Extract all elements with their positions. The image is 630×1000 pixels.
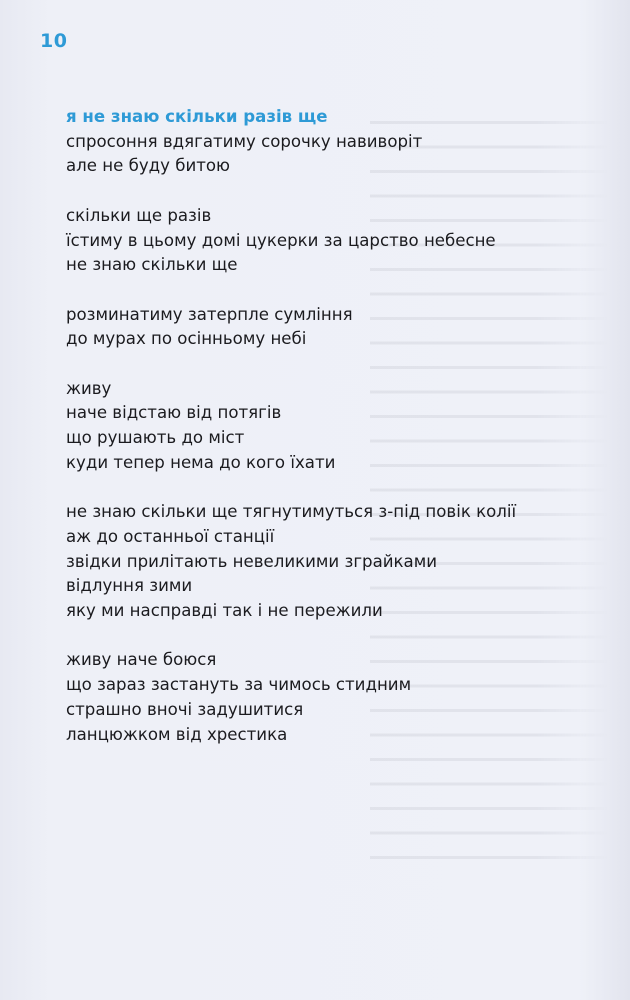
poem-line: наче відстаю від потягів [66, 403, 282, 423]
poem-line: живу [66, 378, 112, 398]
poem-line: до мурах по осінньому небі [66, 329, 307, 349]
poem [66, 105, 606, 772]
poem-line: живу наче боюся [66, 650, 217, 670]
poem-line: що рушають до міст [66, 428, 245, 448]
poem-line: куди тепер нема до кого їхати [66, 452, 336, 472]
poem-line: яку ми насправді так і не пережили [66, 601, 383, 620]
poem-line: звідки прилітають невеликими зграйками [66, 551, 438, 571]
poem-line: що зараз застануть за чимось стидним [66, 675, 412, 695]
page-number: 10 [40, 30, 68, 52]
poem-line: відлуння зими [66, 576, 193, 596]
poem-line: але не буду битою [66, 156, 231, 176]
poem-line: скільки ще разів [66, 205, 212, 225]
poem-line: спросоння вдягатиму сорочку навиворіт [66, 131, 423, 151]
stanza-3 [66, 303, 606, 352]
poem-line: розминатиму затерпле сумління [66, 304, 353, 324]
poem-line: страшно вночі задушитися [66, 699, 304, 719]
stanza-6 [66, 648, 606, 747]
poem-line: ланцюжком від хрестика [66, 724, 288, 744]
stanza-1 [66, 130, 606, 179]
stanza-5 [66, 500, 606, 624]
poem-line: їстиму в цьому домі цукерки за царство небесне [66, 230, 496, 250]
poem-title: я не знаю скільки разів ще [66, 107, 328, 126]
poem-line: аж до останньої станції [66, 526, 275, 546]
stanza-2 [66, 204, 606, 278]
poem-line: не знаю скільки ще [66, 255, 238, 275]
stanza-4 [66, 377, 606, 476]
poem-line: не знаю скільки ще тягнутимуться з-під повік колії [66, 502, 517, 522]
